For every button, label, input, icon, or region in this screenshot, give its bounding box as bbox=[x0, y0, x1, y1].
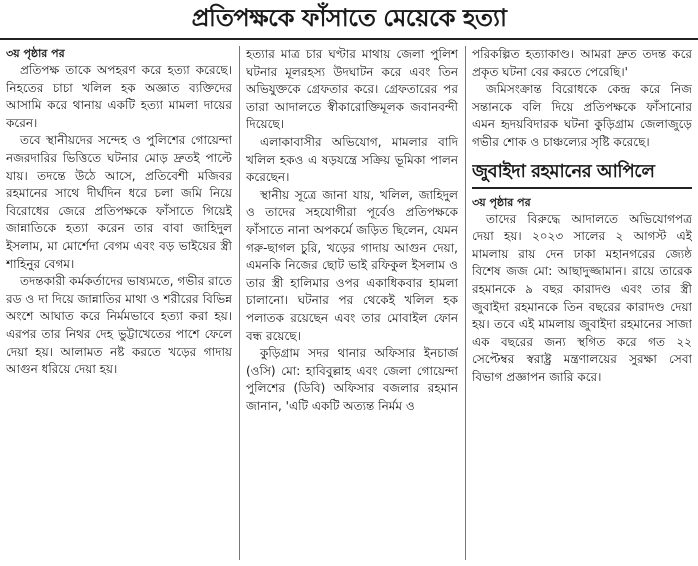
article-2-paragraph: তাদের বিরুদ্ধে আদালতে অভিযোগপত্র দেয়া হয়। ২০২৩ সালের ২ আগস্ট এই মামলায় রায় দেন ঢাকা মহানগরের জ্যেষ্ঠ বিশেষ জজ মো: আছাদুজ্জামান। রায়ে তারেক রহমানকে ৯ বছর কারাদণ্ড এবং তার স্ত্রী জুবাইদা রহমানকে তিন বছরের কারাদণ্ড দেয়া হয়। তবে এই মামলায় জুবাইদা রহমানের সাজা এক বছরের জন্য স্থগিত করে গত ২২ সেপ্টেম্বর স্বরাষ্ট্র মন্ত্রণালয়ের সুরক্ষা সেবা বিভাগ প্রজ্ঞাপন জারি করে। bbox=[472, 211, 692, 384]
column-2-paragraph: এলাকাবাসীর অভিযোগ, মামলার বাদি খলিল হকও এ ষড়যন্ত্রে সক্রিয় ভূমিকা পালন করেছেন। bbox=[246, 134, 458, 185]
column-3-paragraph: জমিসংক্রান্ত বিরোধকে কেন্দ্র করে নিজ সন্তানকে বলি দিয়ে প্রতিপক্ষকে ফাঁসানোর এমন হৃদয়বিদারক ঘটনা কুড়িগ্রাম জেলাজুড়ে গভীর শোক ও চাঞ্চল্যের সৃষ্টি করেছে। bbox=[472, 82, 692, 149]
continued-from-label: ৩য় পৃষ্ঠার পর bbox=[6, 47, 65, 60]
column-2-paragraph: স্থানীয় সূত্রে জানা যায়, খলিল, জাহিদুল ও তাদের সহযোগীরা পূর্বেও প্রতিপক্ষকে ফাঁসাতে নানা অপকর্মে জড়িত ছিলেন, যেমন গরু-ছাগল চুরি, খড়ের গাদায় আগুন দেয়া, এমনকি নিজের ছোট ভাই রফিকুল ইসলাম ও তার স্ত্রী হালিমার ওপর একাধিকবার হামলা চালানো। ঘটনার পর থেকেই খলিল হক পলাতক রয়েছেন এবং তার মোবাইল ফোন বন্ধ রয়েছে। bbox=[246, 187, 458, 343]
column-1-paragraph: তবে স্থানীয়দের সন্দেহ ও পুলিশের গোয়েন্দা নজরদারির ভিত্তিতে ঘটনার মোড় দ্রুতই পাল্টে যায়। তদন্তে উঠে আসে, প্রতিবেশী মজিবর রহমানের সাথে দীর্ঘদিন ধরে চলা জমি নিয়ে বিরোধের জেরে প্রতিপক্ষকে ফাঁসাতে গিয়েই জান্নাতিকে হত্যা করেন তার বাবা জাহিদুল ইসলাম, মা মোর্শেদা বেগম এবং বড় ভাইয়ের স্ত্রী শাহিনুর বেগম। bbox=[6, 133, 232, 271]
column-2-paragraph: কুড়িগ্রাম সদর থানার অফিসার ইনচার্জ (ওসি) মো: হাবিবুল্লাহ এবং জেলা গোয়েন্দা পুলিশের (ডিবি) অফিসার বজলার রহমান জানান, 'এটি একটি অত্যন্ত নির্মম ও bbox=[246, 346, 458, 413]
column-2-paragraph: হত্যার মাত্র চার ঘণ্টার মাথায় জেলা পুলিশ ঘটনার মূলরহস্য উদঘাটন করে এবং তিন অভিযুক্তকে গ্রেফতার করে। গ্রেফতারের পর তারা আদালতে স্বীকারোক্তিমূলক জবানবন্দী দিয়েছে। bbox=[246, 47, 458, 132]
continued-from-label: ৩য় পৃষ্ঠার পর bbox=[472, 195, 531, 209]
column-1 bbox=[6, 46, 232, 562]
article-headline: প্রতিপক্ষকে ফাঁসাতে মেয়েকে হত্যা bbox=[191, 4, 507, 32]
column-3 bbox=[472, 46, 692, 562]
article-2-rule bbox=[472, 187, 692, 189]
column-divider bbox=[465, 46, 466, 560]
column-2 bbox=[246, 46, 458, 562]
headline-rule bbox=[0, 38, 698, 40]
column-1-paragraph: তদন্তকারী কর্মকর্তাদের ভাষ্যমতে, গভীর রাতে রড ও দা দিয়ে জান্নাতির মাথা ও শরীরের বিভিন্ন অংশে আঘাত করে নির্মমভাবে হত্যা করা হয়। এরপর তার নিথর দেহ ভুট্টাখেতের পাশে ফেলে দেয়া হয়। আলামত নষ্ট করতে খড়ের গাদায় আগুন ধরিয়ে দেয়া হয়। bbox=[6, 274, 232, 377]
column-1-paragraph: প্রতিপক্ষ তাকে অপহরণ করে হত্যা করেছে। নিহতের চাচা খলিল হক অজ্ঞাত ব্যক্তিদের আসামি করে থানায় একটি হত্যা মামলা দায়ের করেন। bbox=[6, 63, 232, 130]
column-3-paragraph: পরিকল্পিত হত্যাকাণ্ড। আমরা দ্রুত তদন্ত করে প্রকৃত ঘটনা বের করতে পেরেছি।' bbox=[472, 47, 692, 79]
article-2-headline: জুবাইদা রহমানের আপিলে bbox=[472, 160, 655, 182]
column-divider bbox=[239, 46, 240, 560]
